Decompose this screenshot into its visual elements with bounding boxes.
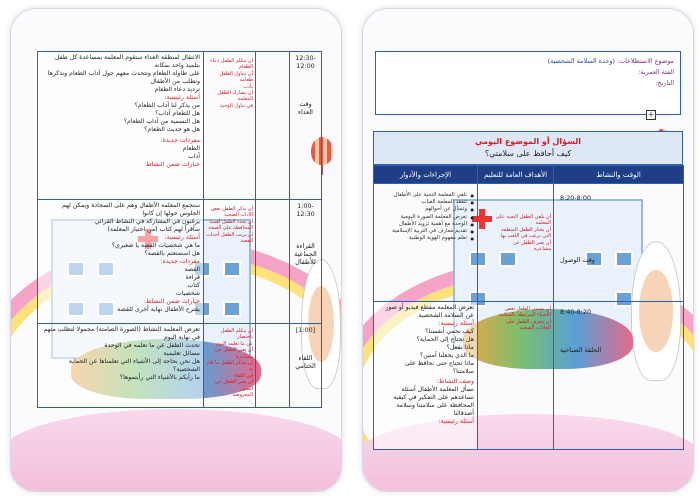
questions-text: ما هي شخصيات القصة يا صغيري؟ هل استمتعتم بالقصة؟	[111, 242, 200, 257]
time-activity-cell	[554, 184, 684, 302]
class-label: الفئة العمرية:	[638, 68, 674, 76]
procedures-text: تعرض المعلمة مقطع فيديو أو صور عن السلامة الشخصية	[385, 304, 474, 319]
goals-cell	[478, 184, 554, 302]
activity-text: القراءة الجماعية للأطفال	[294, 242, 317, 266]
activity-text: اللقاء الختامي	[295, 354, 316, 370]
vocab-text: الطعام آداب	[182, 145, 200, 160]
procedures-text: تعرض المعلمة النشاط (الصورة الصامتة) مجمولا لتطلب منهم في نهاية اليوم تحدث الطفل عن ما تعلمه في الوحدة مسائل تعليمية	[43, 326, 200, 357]
goals-text: أن يلقي الطفل التحية على المعلمة أن يختار الطفل المنطقة التي يرغب في اللعب بها أن يعبر الطفل عن مشاعره	[495, 214, 551, 253]
time-text: [1:00]	[295, 326, 316, 334]
table-move-handle-icon[interactable]: +	[647, 110, 655, 119]
goals-text: أن يتكلم الطفل دعاء الطعام أن يتناول الطفل طعامه بأدب أن يشارك الطفل المعلمة في تناول الوجبة	[210, 58, 253, 109]
vocab-title: وصف النشاط:	[436, 378, 474, 385]
time-activity-cell	[290, 200, 322, 324]
time-text: 8:40-8:20	[560, 308, 592, 316]
activity-text: وقت الغداء	[298, 100, 313, 116]
daily-question-box	[373, 131, 683, 165]
right-document-page	[362, 8, 694, 492]
empty-cell	[256, 52, 290, 200]
goals-text: أن يسمي الطفل بعض الأشياء المرتبطة بالسلامة أن يتعرف الطفل على العادات الصحية	[498, 306, 551, 332]
daily-question-title: السؤال أو الموضوع اليومي	[474, 137, 582, 146]
options-title: خيارات ضمن النشاط:	[143, 298, 200, 305]
table-row	[38, 324, 322, 408]
options-title: أسئلة رئيسية:	[438, 418, 474, 425]
goals-text: أن يذكر الطفل بعض الآداب الصحية أن يحدد الطفل أهمية المحافظة على الصحة أن يرتب الطفل أحداث القصة	[206, 206, 253, 245]
topic-line	[382, 56, 674, 67]
table-row	[374, 302, 684, 450]
vocab-text: القصة قراءة كتاب شخصيات	[175, 266, 200, 297]
goals-text: أن يتكلم الطفل باختصار عن ما تعلمه اليوم أن يعبر الطفل عن مشاعره أن يتذكر الطفل ما قام به في اللقاء أن يعبر الطفل عن الصور المعروضة	[206, 328, 253, 399]
questions-title: أسئلة رئيسية:	[164, 234, 200, 241]
time-text: 8:20-8:00	[560, 194, 592, 202]
activity-text: وقت الوصول	[560, 256, 595, 264]
table-header-row	[374, 166, 684, 184]
vocab-title: مفردات جديدة:	[160, 258, 200, 265]
empty-cell	[256, 200, 290, 324]
procedures-cell	[38, 324, 204, 408]
left-plan-table	[37, 51, 322, 408]
procedures-bullet-list	[377, 192, 474, 242]
empty-cell	[256, 324, 290, 408]
table-row	[374, 184, 684, 302]
time-text: 12:30- 12:00	[295, 54, 316, 70]
procedures-column-header: الإجراءات والأدوار	[374, 166, 478, 184]
procedures-text: ستجمع المعلمة الأطفال وهم على السجادة ويمكن لهم الجلوس حولها إن كانوا يرغبون في المشاركة في النشاط القرائي سأقرأ لهم كتاب (من اختيار المعلمة)	[61, 202, 200, 233]
options-text: يقترح الأطفال نهاية أخرى للقصة	[117, 306, 200, 313]
goals-cell	[204, 52, 256, 200]
questions-text: هل نحن بحاجة إلى الأشياء التي تعلمناها عن الحماية الشخصية؟ ما رأيكم بالأشياء التي رأيتموها؟	[68, 358, 200, 381]
vocab-title: مفردات جديدة:	[160, 137, 200, 144]
topic-value: (وحدة السلامة الشخصية)	[547, 57, 615, 65]
list-item: ● تلقي المعلمة التحية على الأطفال	[377, 192, 474, 199]
questions-title: أسئلة رئيسية:	[164, 94, 200, 101]
time-activity-cell	[290, 52, 322, 200]
table-row	[38, 52, 322, 200]
daily-question-text: كيف أحافظ على سلامتي؟	[484, 149, 572, 158]
right-plan-table	[373, 165, 684, 450]
activity-text: الحلقة الصباحية	[560, 346, 602, 354]
goals-cell	[204, 324, 256, 408]
list-item: ● الوحدة مع أهمية تزويد الأطفال	[377, 221, 474, 228]
topic-label: موضوع الاستطلاعات:	[617, 57, 674, 65]
list-item: ● وتسأل عن أحوالهم	[377, 206, 474, 213]
table-row	[38, 200, 322, 324]
time-activity-cell	[290, 324, 322, 408]
list-item: ● تقديم معارف في التربية الإسلامية	[377, 228, 474, 235]
procedures-cell	[374, 302, 478, 450]
time-column-header: الوقت والنشاط	[554, 166, 684, 184]
goals-cell	[204, 200, 256, 324]
date-label: التاريخ:	[655, 79, 674, 87]
list-item: ● تعلم مفهوم الهوية الوطنية	[377, 235, 474, 242]
list-item: ● تعرض المعلمة الصورة اليومية	[377, 214, 474, 221]
procedures-cell	[374, 184, 478, 302]
left-document-page	[10, 8, 342, 492]
ground-decoration	[10, 409, 342, 492]
goals-column-header: الأهداف العامة للتعليم	[478, 166, 554, 184]
procedures-cell	[38, 52, 204, 200]
questions-text: من يذكر لنا آداب الطعام؟ هل للطعام آداب؟ هل التسمية من آداب الطعام؟ هل هو حديث الطعام؟	[123, 102, 200, 133]
questions-text: كيف نحمي أنفسنا؟ هل نحتاج إلى الحماية؟ ماذا نفعل؟ ما الذي يجعلنا آمنين؟ ماذا نحتاج حتى نحافظ على سلامتنا؟	[404, 328, 474, 375]
lesson-header-box	[375, 51, 681, 115]
vocab-text: تسأل المعلمة الأطفال أسئلة تساعدهم على التفكير في كيفية المحافظة على سلامتنا وسلامة أصدقائنا	[393, 386, 474, 417]
procedures-text: الانتقال لمنطقة الغداء ستقوم المعلمة بمساعدة كل طفل بتلميذ واحد بمكانه على طاولة الطعام وتتحدث معهم حول آداب الطعام ونذكرها ونطلب من الأطفال ترديد دعاء الطعام	[47, 54, 200, 93]
options-title: خيارات ضمن النشاط	[145, 161, 200, 168]
time-activity-cell	[554, 302, 684, 450]
list-item: ● تتفقد المعلمة الغياب	[377, 199, 474, 206]
time-text: 1:00- 12:30	[296, 202, 315, 218]
procedures-cell	[38, 200, 204, 324]
goals-cell	[478, 302, 554, 450]
questions-title: أسئلة رئيسية:	[438, 320, 474, 327]
